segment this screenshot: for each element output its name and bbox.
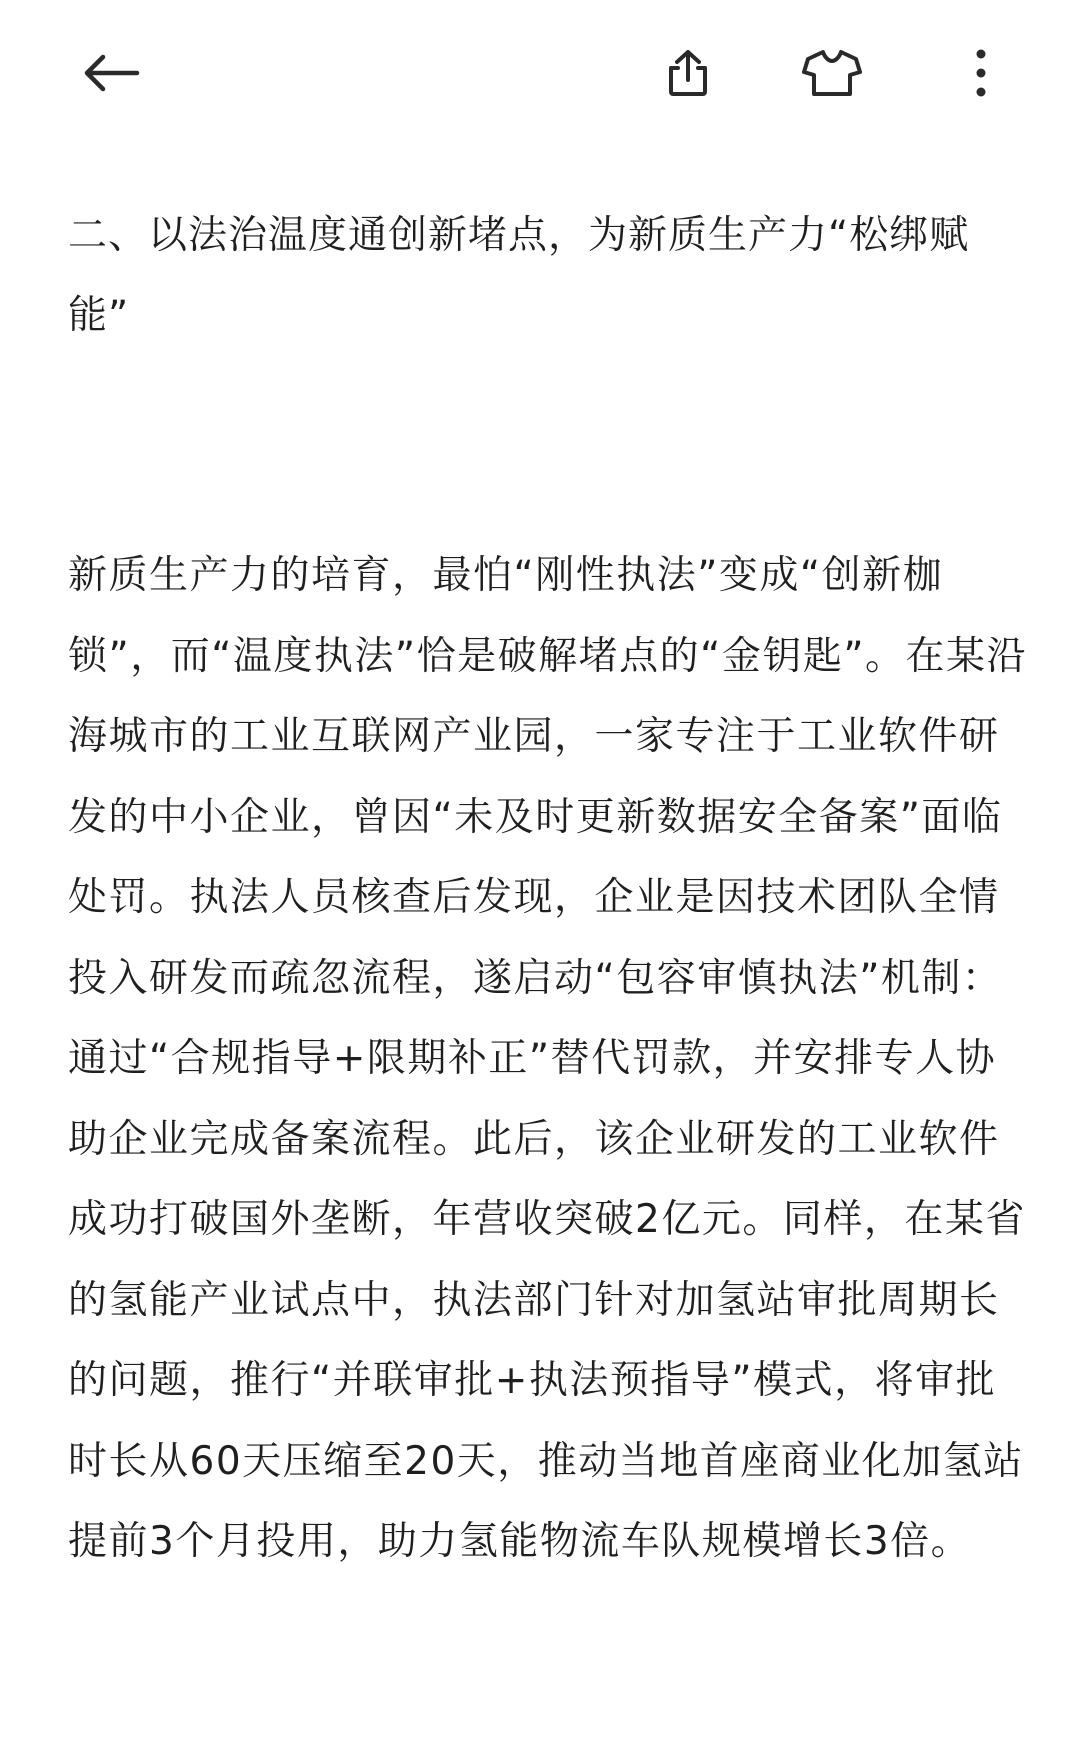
article-paragraph: 新质生产力的培育，最怕“刚性执法”变成“创新枷锁”，而“温度执法”恰是破解堵点的“金钥匙”。在某沿海城市的工业互联网产业园，一家专注于工业软件研发的中小企业，曾因“未及时更新数据安全备案”面临处罚。执法人员核查后发现，企业是因技术团队全情投入研发而疏忽流程，遂启动“包容审慎执法”机制：通过“合规指导+限期补正”替代罚款，并安排专人协助企业完成备案流程。此后，该企业研发的工业软件成功打破国外垄断，年营收突破2亿元。同样，在某省的氢能产业试点中，执法部门针对加氢站审批周期长的问题，推行“并联审批+执法预指导”模式，将审批时长从60天压缩至20天，推动当地首座商业化加氢站提前3个月投用，助力氢能物流车队规模增长3倍。 [68, 553, 1028, 1564]
share-icon [663, 48, 713, 98]
back-button[interactable] [66, 28, 156, 118]
section-heading: 二、以法治温度通创新堵点，为新质生产力“松绑赋能” [68, 213, 970, 338]
share-button[interactable] [643, 28, 733, 118]
more-options-button[interactable] [936, 28, 1026, 118]
more-vertical-icon [971, 48, 991, 98]
arrow-left-icon [81, 53, 141, 93]
article-body [68, 196, 1028, 1583]
theme-button[interactable] [787, 28, 877, 118]
top-toolbar [0, 0, 1080, 150]
tshirt-icon [802, 48, 862, 98]
